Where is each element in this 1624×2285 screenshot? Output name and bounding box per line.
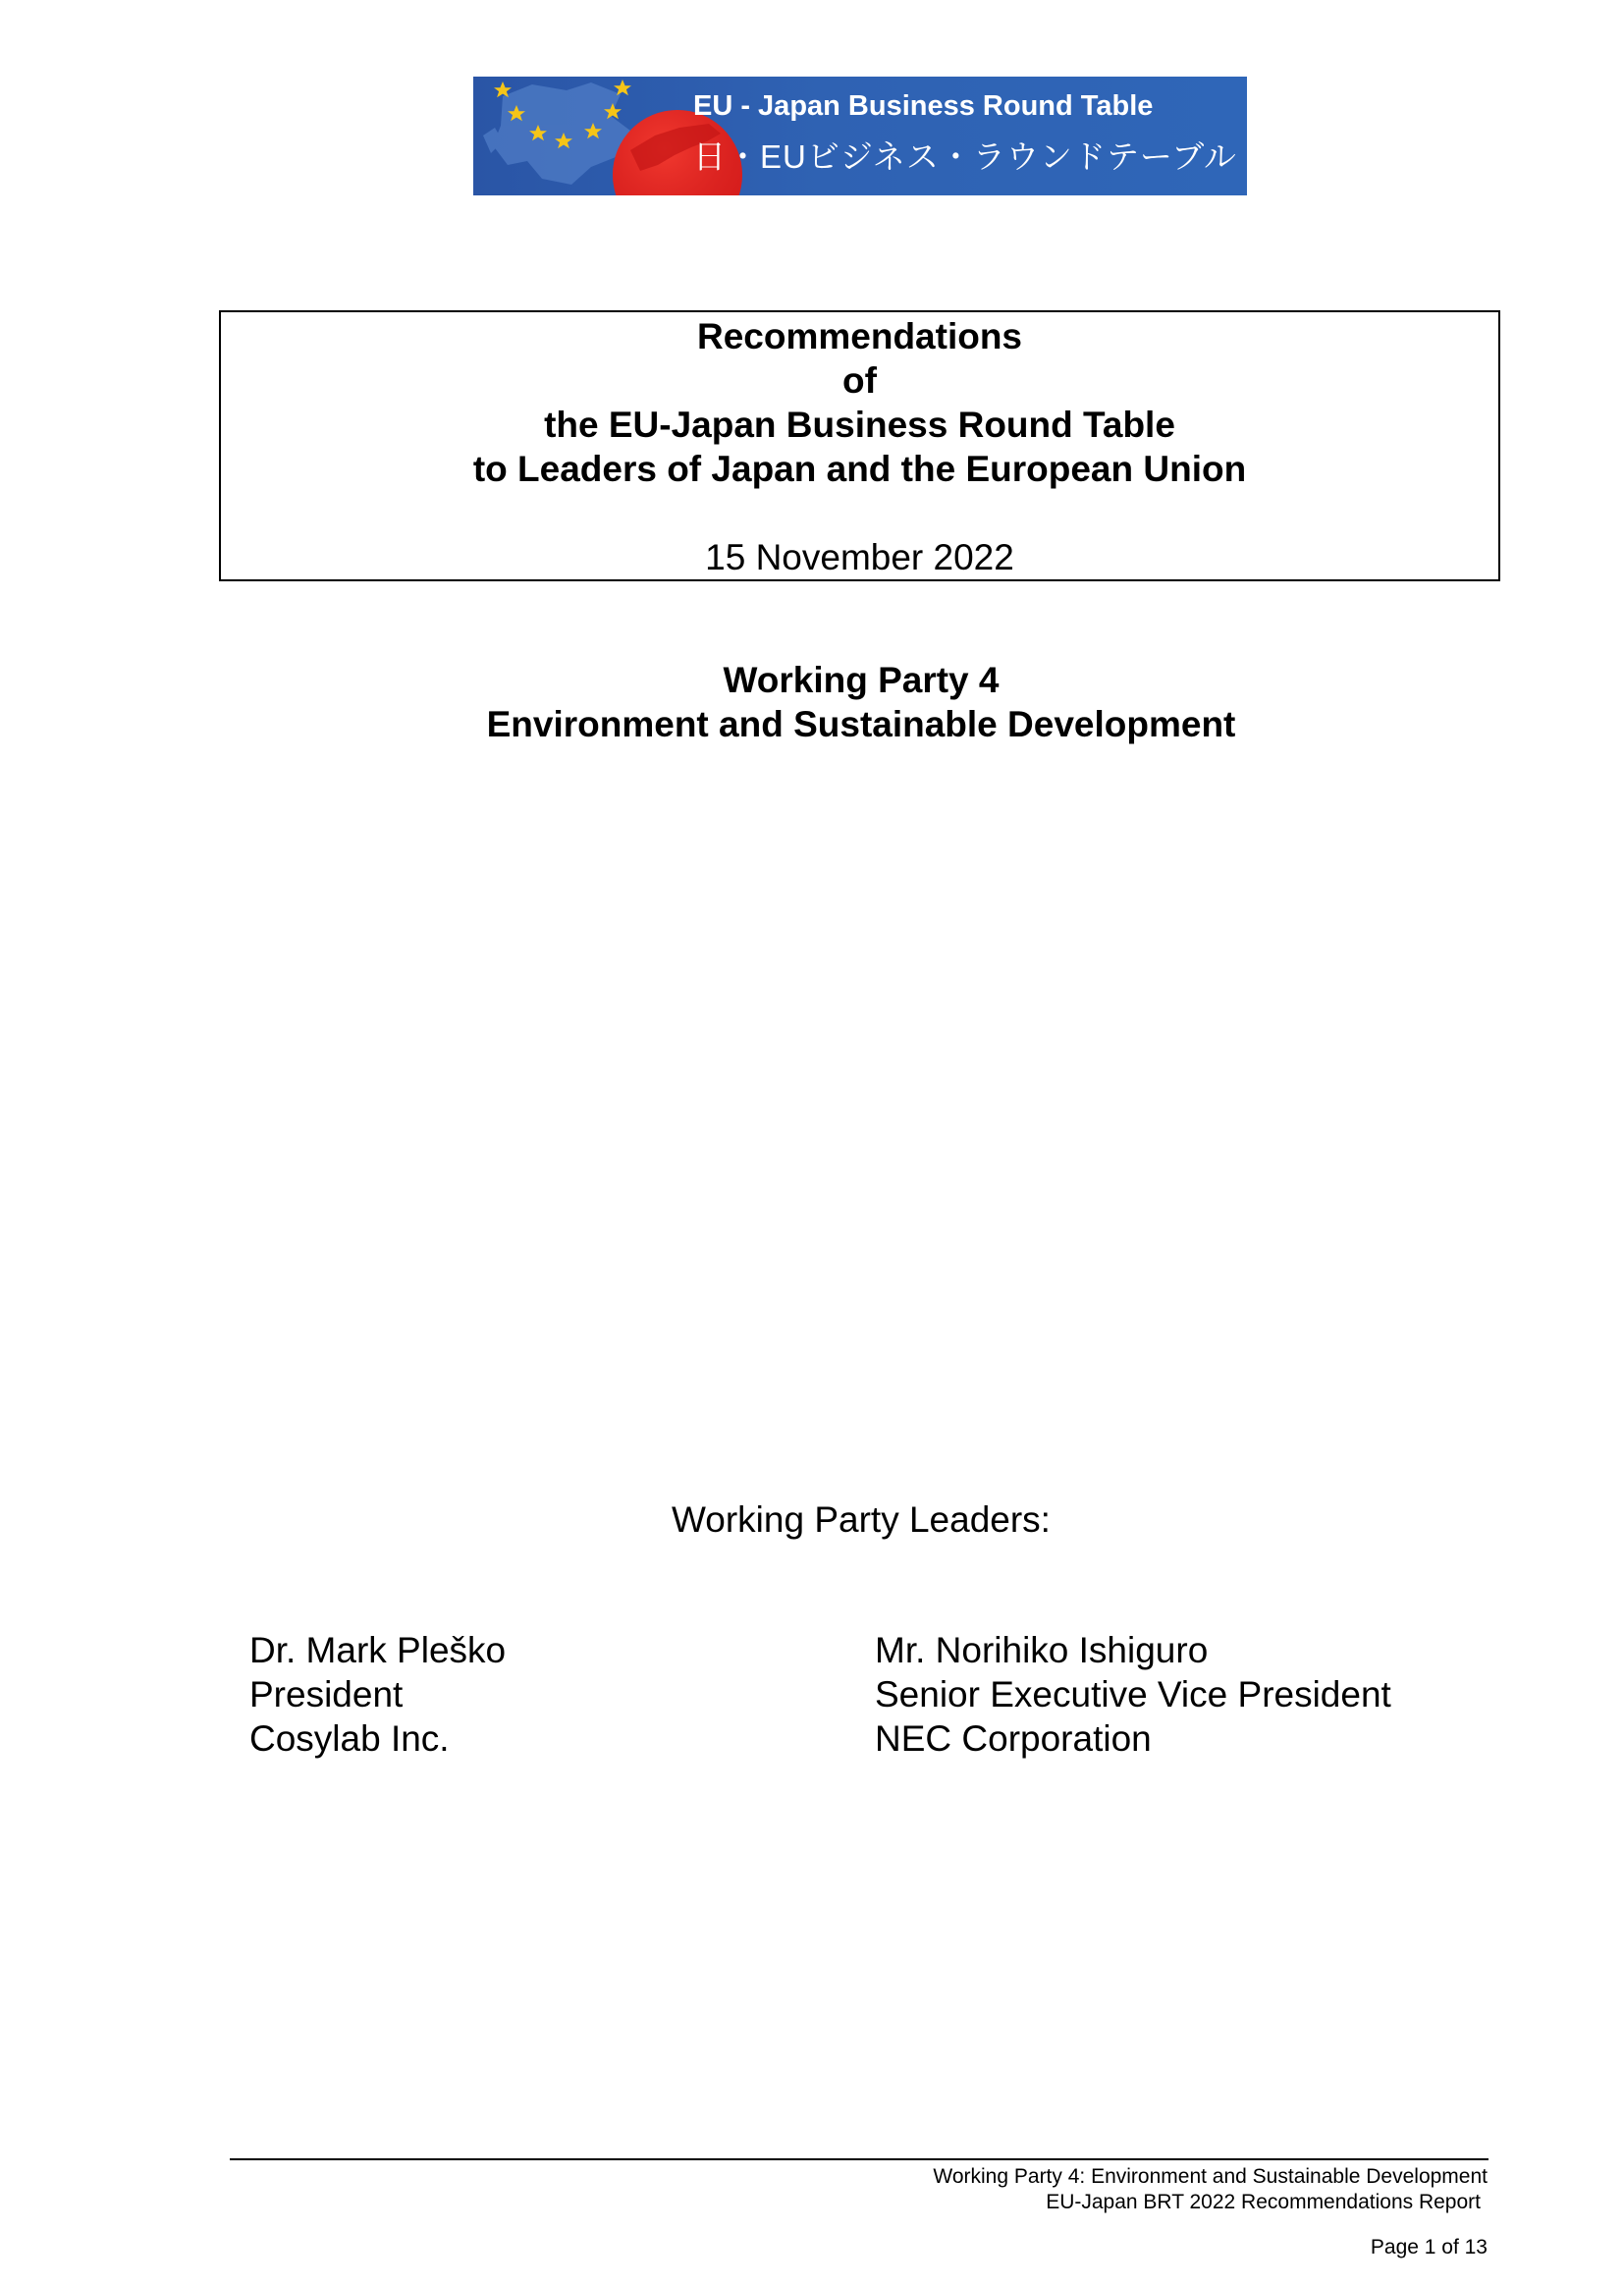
leader-company: Cosylab Inc. [249, 1718, 450, 1759]
working-party-subtitle: Environment and Sustainable Development [486, 704, 1236, 744]
banner-title-ja: 日・EUビジネス・ラウンドテーブル [693, 138, 1237, 175]
working-party-title: Working Party 4 [723, 660, 1000, 700]
leaders-heading: Working Party Leaders: [672, 1499, 1051, 1540]
footer [933, 2164, 1488, 2215]
title-box [219, 310, 1500, 581]
leader-position: Senior Executive Vice President [875, 1674, 1391, 1714]
footer-line-1: Working Party 4: Environment and Sustainable Development [933, 2165, 1488, 2188]
title-line-2: of [842, 360, 877, 401]
report-date: 15 November 2022 [705, 537, 1014, 577]
footer-divider [230, 2158, 1489, 2160]
footer-line-2: EU-Japan BRT 2022 Recommendations Report [1046, 2191, 1481, 2213]
leader-eu [249, 1628, 506, 1761]
banner-title-en: EU - Japan Business Round Table [693, 90, 1154, 122]
title-line-3: the EU-Japan Business Round Table [544, 405, 1175, 445]
page-number: Page 1 of 13 [1370, 2236, 1488, 2258]
title-line-1: Recommendations [696, 316, 1022, 356]
eu-japan-brt-logo-banner [473, 77, 1247, 195]
leader-company: NEC Corporation [875, 1718, 1152, 1759]
leader-name: Mr. Norihiko Ishiguro [875, 1630, 1209, 1670]
working-party-heading [0, 658, 1624, 746]
leader-japan [875, 1628, 1391, 1761]
title-line-4: to Leaders of Japan and the European Union [472, 449, 1247, 489]
europe-map-icon [483, 82, 630, 185]
leader-position: President [249, 1674, 404, 1714]
leaders-heading-row [0, 1497, 1624, 1542]
leader-name: Dr. Mark Pleško [249, 1630, 507, 1670]
